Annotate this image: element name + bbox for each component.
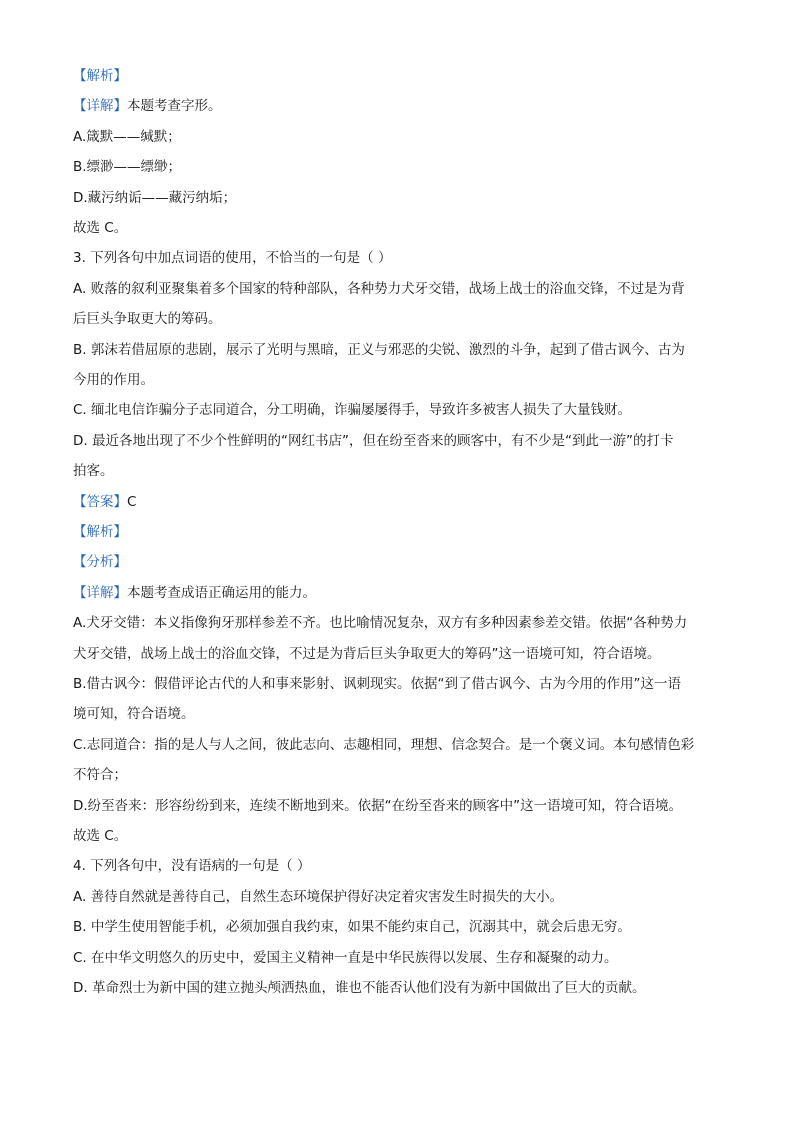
text-line bbox=[73, 127, 725, 147]
section-tag: 【答案】 bbox=[73, 494, 127, 510]
line-text: A. 善待自然就是善待自己，自然生态环境保护得好决定着灾害发生时损失的大小。 bbox=[73, 889, 564, 905]
line-text: B.缥渺——缥缈； bbox=[73, 159, 182, 175]
line-text: A.箴默——缄默； bbox=[73, 129, 181, 145]
line-text: 今用的作用。 bbox=[73, 372, 154, 388]
text-line bbox=[73, 552, 725, 572]
text-line bbox=[73, 522, 725, 542]
text-line bbox=[73, 279, 725, 299]
text-line bbox=[73, 856, 725, 876]
text-line bbox=[73, 796, 725, 816]
line-text: A. 败落的叙利亚聚集着多个国家的特种部队，各种势力犬牙交错，战场上战士的浴血交锋，不过是为背 bbox=[73, 281, 685, 297]
line-text: D.纷至沓来：形容纷纷到来，连续不断地到来。依据“在纷至沓来的顾客中”这一语境可知，符合语境。 bbox=[73, 798, 683, 814]
line-text: 故选 C。 bbox=[73, 828, 128, 844]
text-line bbox=[73, 765, 725, 785]
text-line bbox=[73, 248, 725, 268]
text-line bbox=[73, 704, 725, 724]
line-text: 故选 C。 bbox=[73, 220, 128, 236]
text-line bbox=[73, 309, 725, 329]
text-line bbox=[73, 978, 725, 998]
line-text: D.藏污纳诟——藏污纳垢； bbox=[73, 190, 237, 206]
line-text: C bbox=[127, 494, 137, 510]
text-line bbox=[73, 887, 725, 907]
line-text: 3. 下列各句中加点词语的使用，不恰当的一句是（ ） bbox=[73, 250, 392, 266]
text-line bbox=[73, 917, 725, 937]
line-text: B. 郭沫若借屈原的悲剧，展示了光明与黑暗，正义与邪恶的尖锐、激烈的斗争，起到了借古讽今、古为 bbox=[73, 342, 685, 358]
section-tag: 【详解】 bbox=[73, 585, 127, 601]
text-line bbox=[73, 674, 725, 694]
text-line bbox=[73, 461, 725, 481]
text-line bbox=[73, 583, 725, 603]
line-text: D. 革命烈士为新中国的建立抛头颅洒热血，谁也不能否认他们没有为新中国做出了巨大的贡献。 bbox=[73, 980, 646, 996]
text-line bbox=[73, 613, 725, 633]
line-text: 4. 下列各句中，没有语病的一句是（ ） bbox=[73, 858, 311, 874]
line-text: B.借古讽今：假借评论古代的人和事来影射、讽刺现实。依据“到了借古讽今、古为今用的作用”这一语 bbox=[73, 676, 682, 692]
section-tag: 【解析】 bbox=[73, 68, 127, 84]
line-text: 境可知，符合语境。 bbox=[73, 706, 195, 722]
text-line bbox=[73, 157, 725, 177]
text-line bbox=[73, 400, 725, 420]
line-text: 本题考查字形。 bbox=[127, 98, 222, 114]
text-line bbox=[73, 188, 725, 208]
text-line bbox=[73, 735, 725, 755]
text-line bbox=[73, 66, 725, 86]
line-text: B. 中学生使用智能手机，必须加强自我约束，如果不能约束自己，沉溺其中，就会后患无穷。 bbox=[73, 919, 631, 935]
text-line bbox=[73, 96, 725, 116]
line-text: C. 在中华文明悠久的历史中，爱国主义精神一直是中华民族得以发展、生存和凝聚的动力。 bbox=[73, 950, 618, 966]
section-tag: 【分析】 bbox=[73, 554, 127, 570]
line-text: 不符合； bbox=[73, 767, 127, 783]
line-text: A.犬牙交错：本义指像狗牙那样参差不齐。也比喻情况复杂，双方有多种因素参差交错。依据“各种势力 bbox=[73, 615, 688, 631]
text-line bbox=[73, 431, 725, 451]
text-line bbox=[73, 644, 725, 664]
section-tag: 【详解】 bbox=[73, 98, 127, 114]
text-line bbox=[73, 370, 725, 390]
line-text: C.志同道合：指的是人与人之间，彼此志向、志趣相同，理想、信念契合。是一个褒义词。本句感情色彩 bbox=[73, 737, 695, 753]
line-text: C. 缅北电信诈骗分子志同道合，分工明确，诈骗屡屡得手，导致许多被害人损失了大量钱财。 bbox=[73, 402, 632, 418]
text-line bbox=[73, 340, 725, 360]
text-line bbox=[73, 492, 725, 512]
line-text: D. 最近各地出现了不少个性鲜明的“网红书店”，但在纷至沓来的顾客中，有不少是“到此一游”的打卡 bbox=[73, 433, 674, 449]
text-line bbox=[73, 826, 725, 846]
line-text: 犬牙交错，战场上战士的浴血交锋，不过是为背后巨头争取更大的筹码”这一语境可知，符合语境。 bbox=[73, 646, 661, 662]
text-line bbox=[73, 218, 725, 238]
line-text: 后巨头争取更大的筹码。 bbox=[73, 311, 222, 327]
line-text: 拍客。 bbox=[73, 463, 114, 479]
line-text: 本题考查成语正确运用的能力。 bbox=[127, 585, 316, 601]
text-line bbox=[73, 948, 725, 968]
section-tag: 【解析】 bbox=[73, 524, 127, 540]
